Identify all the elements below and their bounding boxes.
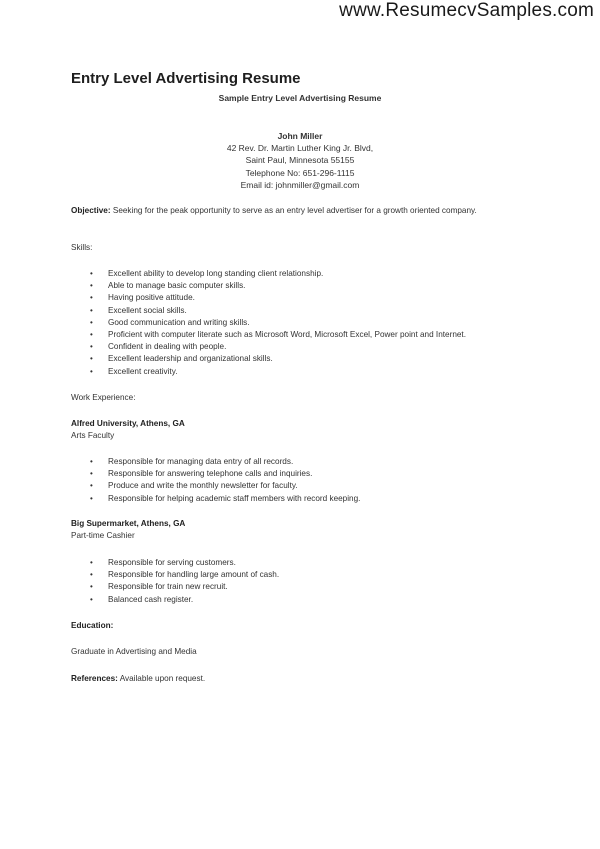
- contact-block: [0, 130, 600, 191]
- references-section: [71, 673, 521, 685]
- objective-section: [71, 205, 521, 217]
- list-item: • Responsible for answering telephone calls and inquiries.: [90, 468, 530, 480]
- list-item: • Having positive attitude.: [90, 292, 530, 304]
- document-subtitle: [0, 93, 600, 103]
- site-watermark: www.ResumecvSamples.com: [339, 0, 594, 21]
- list-item: • Responsible for managing data entry of all records.: [90, 456, 530, 468]
- list-item: • Excellent ability to develop long standing client relationship.: [90, 268, 530, 280]
- job-role: Part-time Cashier: [71, 531, 135, 540]
- objective-text: Seeking for the peak opportunity to serve as an entry level advertiser for a growth oriented company.: [110, 206, 477, 215]
- list-item: • Responsible for helping academic staff members with record keeping.: [90, 493, 530, 505]
- skills-heading: Skills:: [71, 243, 93, 252]
- contact-phone: Telephone No: 651-296-1115: [245, 167, 355, 178]
- contact-email: Email id: johnmiller@gmail.com: [240, 179, 360, 190]
- job-duties-list: [90, 557, 530, 606]
- list-item: • Excellent social skills.: [90, 305, 530, 317]
- job-duties-list: [90, 456, 530, 505]
- document-title: Entry Level Advertising Resume: [71, 70, 301, 87]
- skills-list: [90, 268, 530, 378]
- references-text: Available upon request.: [117, 674, 206, 683]
- work-experience-heading: Work Experience:: [71, 393, 136, 402]
- references-label: References:: [71, 674, 118, 683]
- contact-address-line-2: Saint Paul, Minnesota 55155: [245, 155, 355, 166]
- job-role: Arts Faculty: [71, 431, 115, 440]
- list-item: • Excellent creativity.: [90, 366, 530, 378]
- job-employer: Alfred University, Athens, GA: [71, 419, 185, 428]
- list-item: • Excellent leadership and organizational skills.: [90, 353, 530, 365]
- subtitle-text: Sample Entry Level Advertising Resume: [218, 93, 382, 103]
- list-item: • Able to manage basic computer skills.: [90, 280, 530, 292]
- list-item: • Produce and write the monthly newsletter for faculty.: [90, 480, 530, 492]
- objective-label: Objective:: [71, 206, 111, 215]
- list-item: • Good communication and writing skills.: [90, 317, 530, 329]
- list-item: • Responsible for handling large amount of cash.: [90, 569, 530, 581]
- education-heading: Education:: [71, 621, 114, 630]
- contact-address-line-1: 42 Rev. Dr. Martin Luther King Jr. Blvd,: [226, 143, 374, 154]
- list-item: • Responsible for serving customers.: [90, 557, 530, 569]
- job-employer: Big Supermarket, Athens, GA: [71, 519, 186, 528]
- list-item: • Proficient with computer literate such as Microsoft Word, Microsoft Excel, Power point and Internet.: [90, 329, 530, 341]
- education-text: Graduate in Advertising and Media: [71, 647, 197, 656]
- list-item: • Confident in dealing with people.: [90, 341, 530, 353]
- list-item: • Balanced cash register.: [90, 594, 530, 606]
- list-item: • Responsible for train new recruit.: [90, 581, 530, 593]
- contact-name: John Miller: [277, 131, 323, 141]
